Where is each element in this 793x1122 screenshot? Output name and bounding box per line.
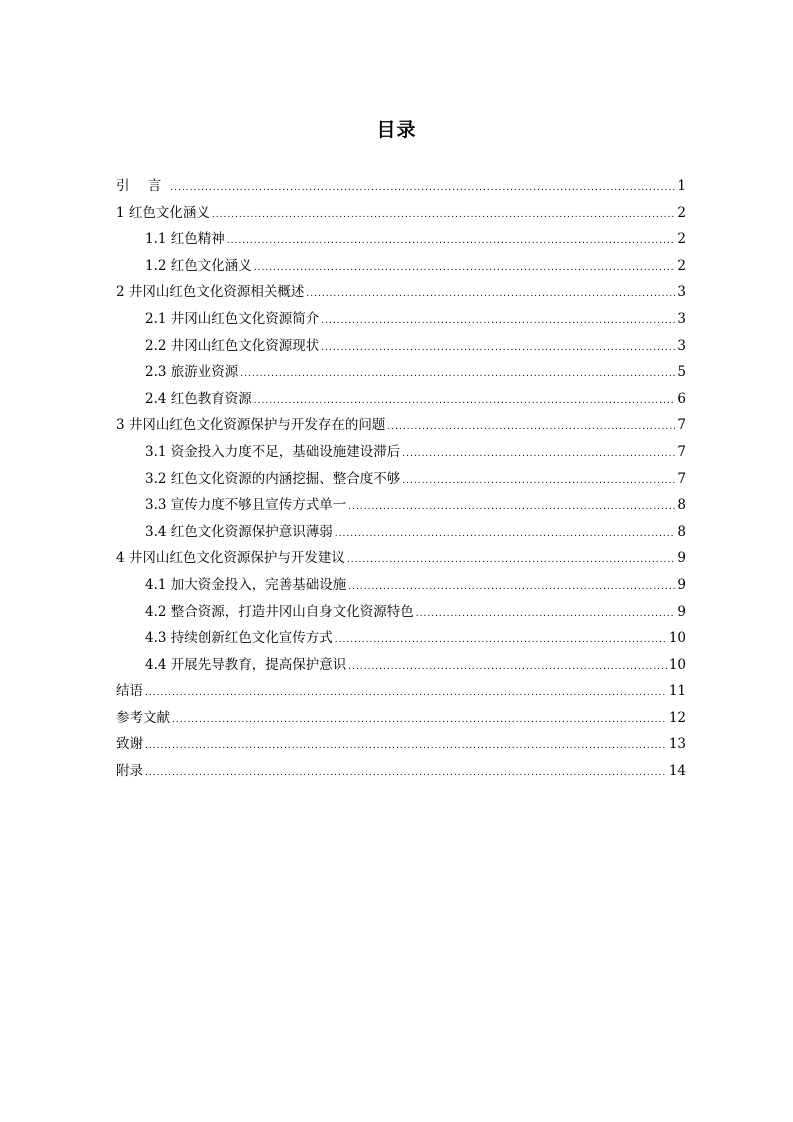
toc-leader xyxy=(254,386,676,415)
toc-entry[interactable] xyxy=(116,306,686,333)
toc-leader xyxy=(172,705,667,734)
toc-entry-label: 4.1 加大资金投入，完善基础设施 xyxy=(145,576,347,593)
toc-entry[interactable] xyxy=(116,599,686,626)
toc-page-number: 10 xyxy=(668,656,686,673)
toc-page-number: 2 xyxy=(677,231,686,248)
toc-entry-label: 4 井冈山红色文化资源保护与开发建议 xyxy=(116,550,345,567)
toc-entry-label: 参考文献 xyxy=(116,709,170,726)
toc-entry[interactable] xyxy=(116,226,686,253)
toc-leader xyxy=(347,545,676,574)
toc-entry[interactable] xyxy=(116,279,686,306)
toc-entry-label: 1.2 红色文化涵义 xyxy=(145,257,252,274)
toc-leader xyxy=(348,652,667,681)
toc-entry[interactable] xyxy=(116,545,686,572)
toc-leader xyxy=(402,466,675,495)
toc-page-number: 5 xyxy=(677,364,686,381)
toc-entry-label: 结语 xyxy=(116,683,143,700)
toc-page-number: 3 xyxy=(677,284,686,301)
toc-page-number: 2 xyxy=(677,204,686,221)
toc-page-number: 8 xyxy=(677,497,686,514)
toc-entry-label: 4.3 持续创新红色文化宣传方式 xyxy=(145,630,333,647)
toc-entry[interactable] xyxy=(116,652,686,679)
toc-entry-label: 3.3 宣传力度不够且宣传方式单一 xyxy=(145,497,347,514)
toc-page-number: 12 xyxy=(668,709,686,726)
toc-entry[interactable] xyxy=(116,359,686,386)
toc-leader xyxy=(335,625,667,654)
toc-entry-label: 2 井冈山红色文化资源相关概述 xyxy=(116,284,305,301)
toc-leader xyxy=(227,226,676,255)
toc-entry[interactable] xyxy=(116,572,686,599)
toc-leader xyxy=(321,333,675,362)
toc-leader xyxy=(170,173,675,202)
toc-page-number: 3 xyxy=(677,310,686,327)
toc-entry-label: 1 红色文化涵义 xyxy=(116,204,210,221)
toc-entry-label: 2.2 井冈山红色文化资源现状 xyxy=(145,337,320,354)
page-title: 目录 xyxy=(376,119,417,141)
toc-entry[interactable] xyxy=(116,519,686,546)
toc-entry[interactable] xyxy=(116,492,686,519)
toc-leader xyxy=(254,253,676,282)
toc-entry-label: 附录 xyxy=(116,763,143,780)
toc-leader xyxy=(348,572,675,601)
toc-entry[interactable] xyxy=(116,758,686,785)
toc-leader xyxy=(145,731,667,760)
toc-entry[interactable] xyxy=(116,412,686,439)
toc-page-number: 3 xyxy=(677,337,686,354)
toc-leader xyxy=(240,359,675,388)
toc-entry-label: 3.2 红色文化资源的内涵挖掘、整合度不够 xyxy=(145,470,401,487)
toc-leader xyxy=(145,678,667,707)
toc-entry-label: 2.1 井冈山红色文化资源简介 xyxy=(145,310,320,327)
toc-page-number: 7 xyxy=(677,417,686,434)
toc-leader xyxy=(387,412,675,441)
toc-entry[interactable] xyxy=(116,439,686,466)
toc-entry-label: 引 言 xyxy=(116,178,169,194)
toc-page-number: 9 xyxy=(677,576,686,593)
toc-leader xyxy=(212,200,676,229)
toc-entry-label: 4.2 整合资源，打造井冈山自身文化资源特色 xyxy=(145,603,414,620)
toc-leader xyxy=(306,279,675,308)
toc-page-number: 9 xyxy=(677,550,686,567)
toc-page-number: 1 xyxy=(677,178,686,194)
toc-entry[interactable] xyxy=(116,731,686,758)
toc-entry[interactable] xyxy=(116,173,686,200)
toc-page-number: 10 xyxy=(668,630,686,647)
toc-leader xyxy=(335,519,676,548)
toc-entry[interactable] xyxy=(116,200,686,227)
table-of-contents xyxy=(116,173,686,785)
toc-page-number: 14 xyxy=(668,763,686,780)
toc-entry-label: 3.4 红色文化资源保护意识薄弱 xyxy=(145,523,333,540)
toc-entry-label: 2.4 红色教育资源 xyxy=(145,390,252,407)
toc-leader xyxy=(416,599,676,628)
toc-entry[interactable] xyxy=(116,386,686,413)
toc-entry[interactable] xyxy=(116,678,686,705)
toc-entry-label: 3.1 资金投入力度不足，基础设施建设滞后 xyxy=(145,443,401,460)
toc-leader xyxy=(321,306,675,335)
toc-entry-label: 致谢 xyxy=(116,736,143,753)
toc-page-number: 13 xyxy=(668,736,686,753)
toc-page-number: 9 xyxy=(677,603,686,620)
toc-leader xyxy=(348,492,675,521)
toc-page-number: 6 xyxy=(677,390,686,407)
toc-page-number: 8 xyxy=(677,523,686,540)
toc-entry-label: 3 井冈山红色文化资源保护与开发存在的问题 xyxy=(116,417,386,434)
toc-entry-label: 1.1 红色精神 xyxy=(145,231,225,248)
toc-entry[interactable] xyxy=(116,466,686,493)
toc-entry[interactable] xyxy=(116,333,686,360)
toc-entry[interactable] xyxy=(116,705,686,732)
toc-entry-label: 2.3 旅游业资源 xyxy=(145,364,239,381)
toc-leader xyxy=(145,758,667,787)
toc-leader xyxy=(402,439,675,468)
toc-page-number: 11 xyxy=(668,683,686,700)
toc-page-number: 2 xyxy=(677,257,686,274)
toc-entry-label: 4.4 开展先导教育，提高保护意识 xyxy=(145,656,347,673)
toc-entry[interactable] xyxy=(116,625,686,652)
toc-entry[interactable] xyxy=(116,253,686,280)
toc-page-number: 7 xyxy=(677,443,686,460)
toc-page-number: 7 xyxy=(677,470,686,487)
